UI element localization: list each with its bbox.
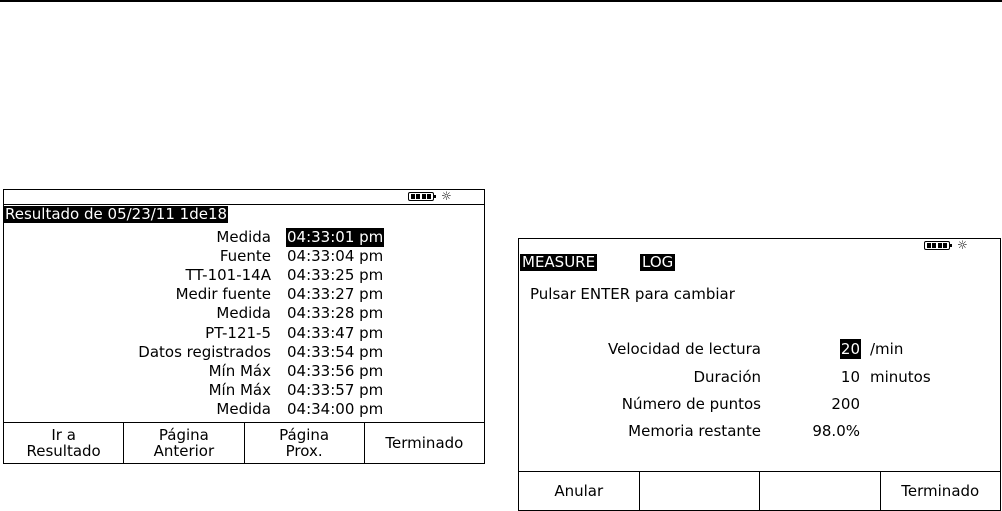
result-row[interactable] bbox=[4, 285, 484, 304]
result-row[interactable] bbox=[4, 324, 484, 343]
result-label: Mín Máx bbox=[208, 381, 271, 399]
previous-page-softkey[interactable]: Página Anterior bbox=[123, 423, 243, 463]
next-page-softkey[interactable]: Página Prox. bbox=[244, 423, 364, 463]
result-time: 04:33:54 pm bbox=[287, 343, 384, 361]
result-row[interactable] bbox=[4, 247, 484, 266]
read-rate-value[interactable]: 20 bbox=[840, 340, 860, 358]
read-rate-unit: /min bbox=[870, 340, 904, 358]
result-row[interactable] bbox=[4, 343, 484, 362]
result-label: Medir fuente bbox=[175, 285, 271, 303]
read-rate-row[interactable] bbox=[519, 339, 1000, 359]
results-softkey-bar bbox=[4, 422, 484, 463]
result-time-selected: 04:33:01 pm bbox=[287, 228, 384, 246]
result-time: 04:33:47 pm bbox=[287, 324, 384, 342]
result-row[interactable] bbox=[4, 304, 484, 323]
sun-icon: ☼ bbox=[957, 238, 968, 252]
result-time: 04:34:00 pm bbox=[287, 400, 384, 418]
result-time: 04:33:57 pm bbox=[287, 381, 384, 399]
results-screen bbox=[3, 189, 485, 464]
memory-label: Memoria restante bbox=[628, 422, 761, 440]
result-time: 04:33:28 pm bbox=[287, 304, 384, 322]
go-to-result-softkey[interactable]: Ir a Resultado bbox=[26, 426, 101, 460]
log-softkey-bar bbox=[519, 471, 1000, 510]
result-label: TT-101-14A bbox=[185, 266, 271, 284]
log-setup-screen bbox=[518, 238, 1001, 511]
memory-value: 98.0% bbox=[812, 422, 860, 440]
result-time: 04:33:56 pm bbox=[287, 362, 384, 380]
duration-value[interactable]: 10 bbox=[840, 368, 860, 386]
log-function-tag: LOG bbox=[642, 253, 674, 271]
result-label: Datos registrados bbox=[138, 343, 271, 361]
results-title: Resultado de 05/23/11 1de18 bbox=[5, 205, 228, 223]
sun-icon: ☼ bbox=[441, 189, 452, 203]
result-time: 04:33:25 pm bbox=[287, 266, 384, 284]
battery-icon bbox=[408, 192, 434, 201]
result-label: Fuente bbox=[219, 247, 271, 265]
result-row[interactable] bbox=[4, 381, 484, 400]
result-row[interactable] bbox=[4, 266, 484, 285]
duration-label: Duración bbox=[693, 368, 761, 386]
result-label: Medida bbox=[216, 228, 271, 246]
done-softkey[interactable]: Terminado bbox=[880, 472, 1001, 510]
result-row[interactable] bbox=[4, 400, 484, 419]
cancel-softkey[interactable]: Anular bbox=[554, 482, 604, 500]
duration-row[interactable] bbox=[519, 367, 1000, 387]
result-row[interactable] bbox=[4, 362, 484, 381]
duration-unit: minutos bbox=[870, 368, 931, 386]
enter-hint: Pulsar ENTER para cambiar bbox=[530, 285, 735, 303]
points-row bbox=[519, 394, 1000, 414]
points-label: Número de puntos bbox=[621, 395, 761, 413]
result-label: Medida bbox=[216, 400, 271, 418]
blank-softkey-3[interactable] bbox=[759, 472, 880, 510]
result-label: Mín Máx bbox=[208, 362, 271, 380]
result-label: PT-121-5 bbox=[205, 324, 271, 342]
done-softkey[interactable]: Terminado bbox=[364, 423, 484, 463]
blank-softkey-2[interactable] bbox=[639, 472, 760, 510]
battery-icon bbox=[924, 241, 950, 250]
points-value: 200 bbox=[831, 395, 860, 413]
measure-mode-tag: MEASURE bbox=[522, 253, 596, 271]
result-label: Medida bbox=[216, 304, 271, 322]
result-time: 04:33:04 pm bbox=[287, 247, 384, 265]
read-rate-label: Velocidad de lectura bbox=[608, 340, 761, 358]
result-row[interactable] bbox=[4, 228, 484, 247]
top-rule bbox=[0, 0, 1002, 2]
memory-row bbox=[519, 421, 1000, 441]
result-time: 04:33:27 pm bbox=[287, 285, 384, 303]
